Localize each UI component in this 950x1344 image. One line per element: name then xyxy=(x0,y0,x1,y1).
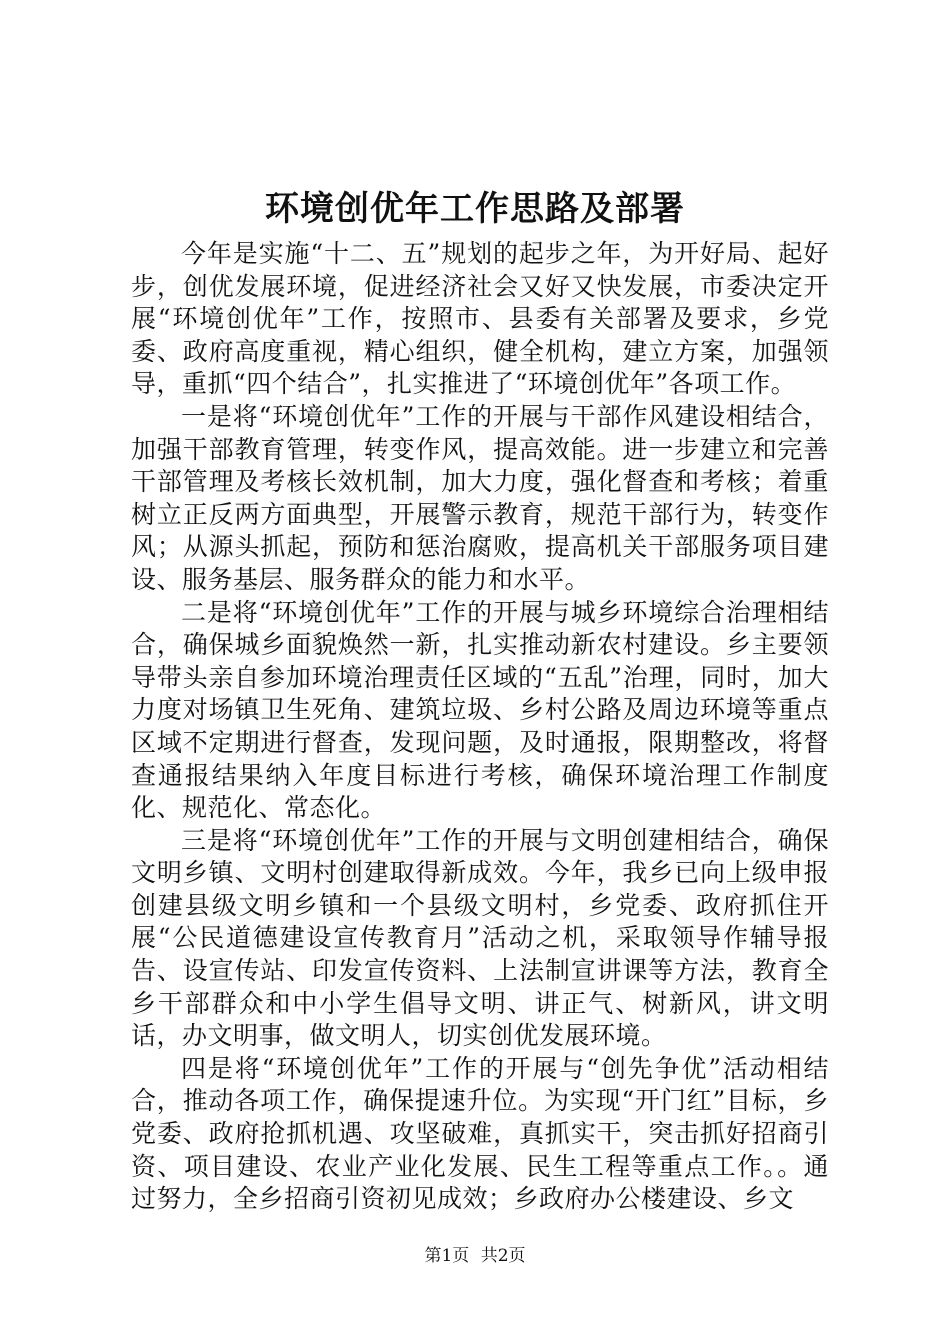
paragraph-point-four: 四是将“环境创优年”工作的开展与“创先争优”活动相结合，推动各项工作，确保提速升位。为实现“开门红”目标，乡党委、政府抢抓机遇、攻坚破难，真抓实干，突击抓好招商引资、项目建设、农业产业化发展、民生工程等重点工作。。通过努力，全乡招商引资初见成效；乡政府办公楼建设、乡文 xyxy=(131,1053,829,1214)
page-total: 共2页 xyxy=(480,1246,526,1266)
document-body xyxy=(131,238,829,1216)
paragraph-point-three: 三是将“环境创优年”工作的开展与文明创建相结合，确保文明乡镇、文明村创建取得新成效。今年，我乡已向上级申报创建县级文明乡镇和一个县级文明村，乡党委、政府抓住开展“公民道德建设宣传教育月”活动之机，采取领导作辅导报告、设宣传站、印发宣传资料、上法制宣讲课等方法，教育全乡干部群众和中小学生倡导文明、讲正气、树新风，讲文明话，办文明事，做文明人，切实创优发展环境。 xyxy=(131,825,829,1051)
paragraph-point-two: 二是将“环境创优年”工作的开展与城乡环境综合治理相结合，确保城乡面貌焕然一新，扎实推动新农村建设。乡主要领导带头亲自参加环境治理责任区域的“五乱”治理，同时，加大力度对场镇卫生死角、建筑垃圾、乡村公路及周边环境等重点区域不定期进行督查，发现问题，及时通报，限期整改，将督查通报结果纳入年度目标进行考核，确保环境治理工作制度化、规范化、常态化。 xyxy=(131,597,829,823)
page-footer xyxy=(0,1245,950,1267)
paragraph-point-one: 一是将“环境创优年”工作的开展与干部作风建设相结合，加强干部教育管理，转变作风，提高效能。进一步建立和完善干部管理及考核长效机制，加大力度，强化督查和考核；着重树立正反两方面典型，开展警示教育，规范干部行为，转变作风；从源头抓起，预防和惩治腐败，提高机关干部服务项目建设、服务基层、服务群众的能力和水平。 xyxy=(131,401,829,594)
paragraph-intro: 今年是实施“十二、五”规划的起步之年，为开好局、起好步，创优发展环境，促进经济社会又好又快发展，市委决定开展“环境创优年”工作，按照市、县委有关部署及要求，乡党委、政府高度重视，精心组织，健全机构，建立方案，加强领导，重抓“四个结合”，扎实推进了“环境创优年”各项工作。 xyxy=(131,239,829,399)
page-number: 第1页 xyxy=(424,1246,470,1266)
document-title: 环境创优年工作思路及部署 xyxy=(265,189,685,229)
